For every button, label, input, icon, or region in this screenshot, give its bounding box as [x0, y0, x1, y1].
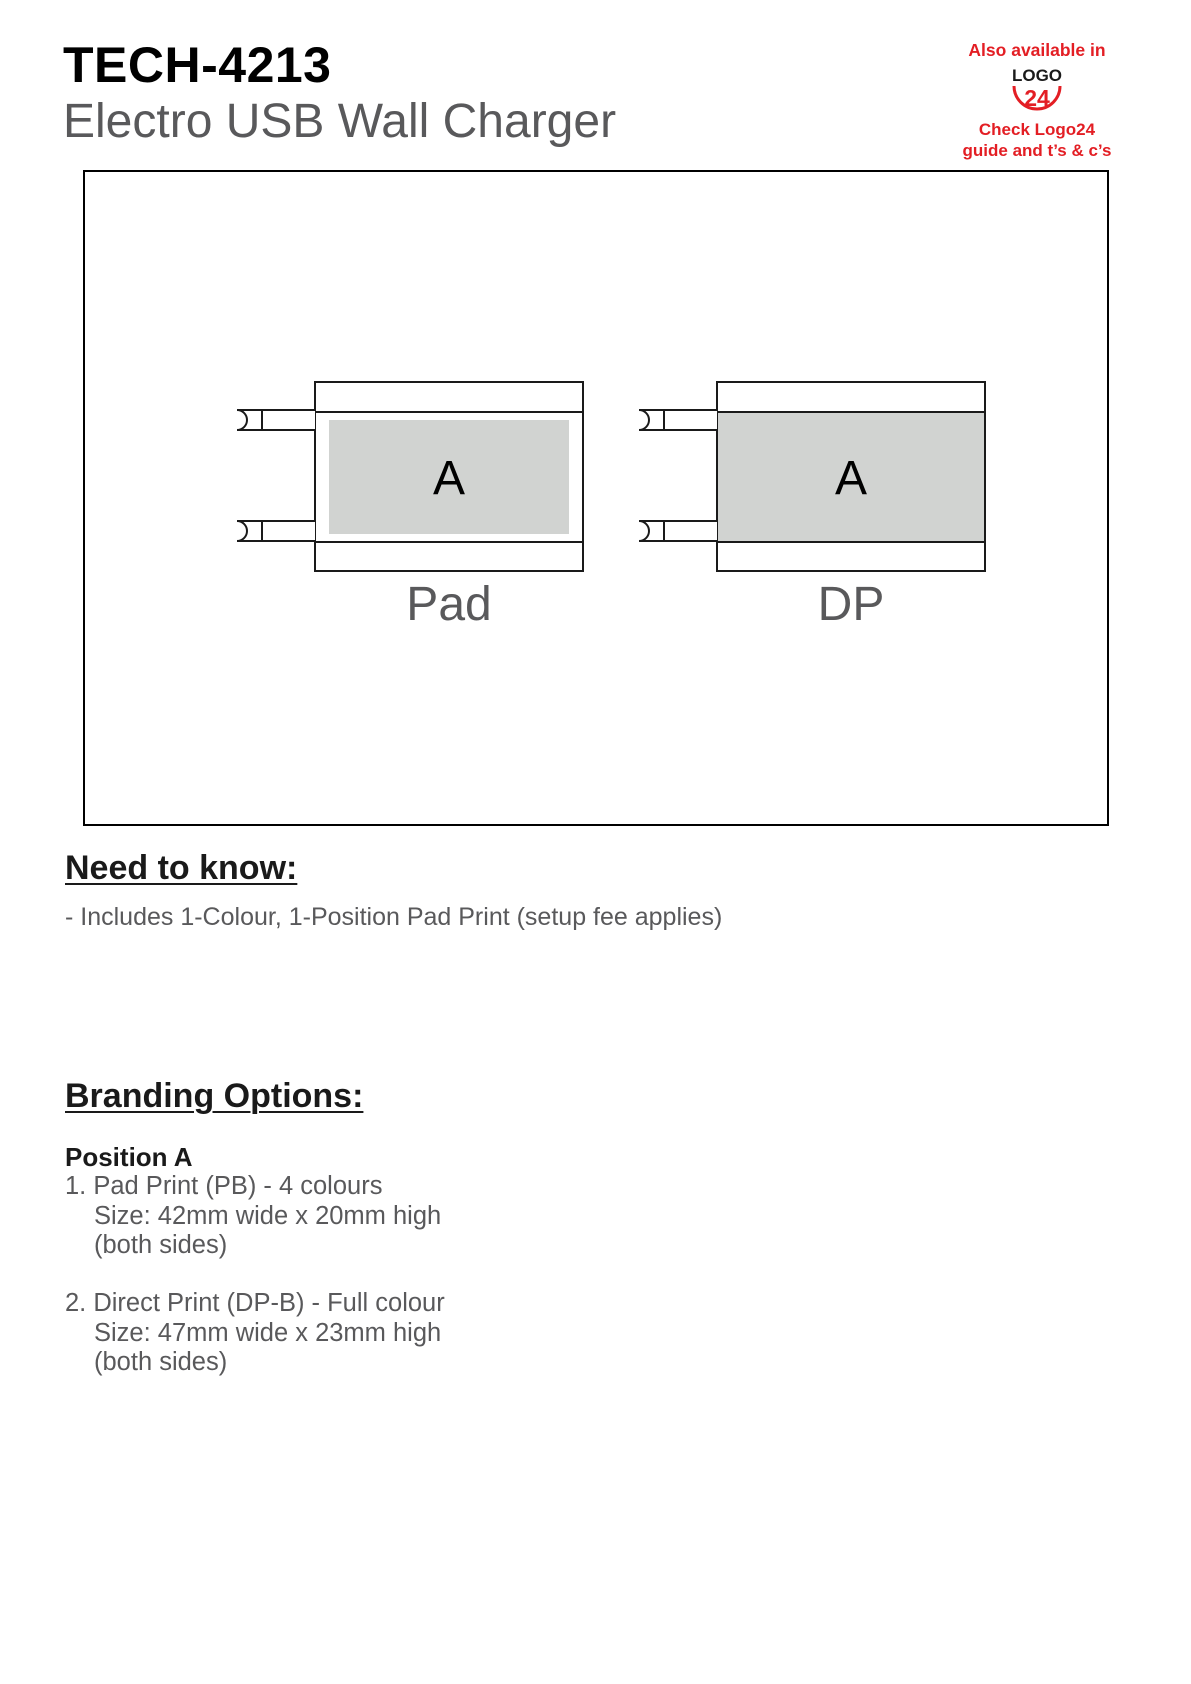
check-guide-line1: Check Logo24: [978, 120, 1096, 139]
need-to-know-item: - Includes 1-Colour, 1-Position Pad Print (setup fee applies): [65, 903, 723, 931]
position-a-title: Position A: [65, 1142, 193, 1172]
plug-pin-top: [639, 410, 717, 430]
product-code: TECH-4213: [63, 37, 332, 93]
option-sides: (both sides): [94, 1231, 228, 1259]
pad-caption: Pad: [406, 578, 492, 631]
branding-option-direct-print: [65, 1289, 445, 1378]
option-name: 1. Pad Print (PB) - 4 colours: [65, 1172, 383, 1200]
branding-option-pad-print: [65, 1172, 441, 1261]
dp-caption: DP: [817, 578, 885, 631]
product-drawing-frame: [83, 170, 1109, 826]
logo24-icon: [1007, 64, 1067, 116]
branding-options-heading: Branding Options:: [65, 1077, 364, 1115]
logo24-badge: [952, 38, 1122, 161]
pad-print-view: [237, 382, 583, 571]
charger-drawings: [85, 172, 1111, 828]
logo-number: 24: [1024, 85, 1050, 111]
product-name: Electro USB Wall Charger: [63, 95, 617, 148]
plug-pin-bottom: [237, 521, 315, 541]
option-sides: (both sides): [94, 1348, 228, 1376]
logo-word: LOGO: [1011, 66, 1063, 85]
plug-pin-bottom: [639, 521, 717, 541]
need-to-know-heading: Need to know:: [65, 849, 298, 887]
also-available-text: Also available in: [968, 40, 1106, 60]
pad-position-letter: A: [432, 452, 466, 505]
direct-print-view: [639, 382, 985, 571]
option-name: 2. Direct Print (DP-B) - Full colour: [65, 1289, 445, 1317]
dp-position-letter: A: [834, 452, 868, 505]
option-size: Size: 42mm wide x 20mm high: [94, 1201, 442, 1230]
check-guide-line2: guide and t’s & c’s: [962, 141, 1112, 160]
plug-pin-top: [237, 410, 315, 430]
option-size: Size: 47mm wide x 23mm high: [94, 1318, 442, 1347]
